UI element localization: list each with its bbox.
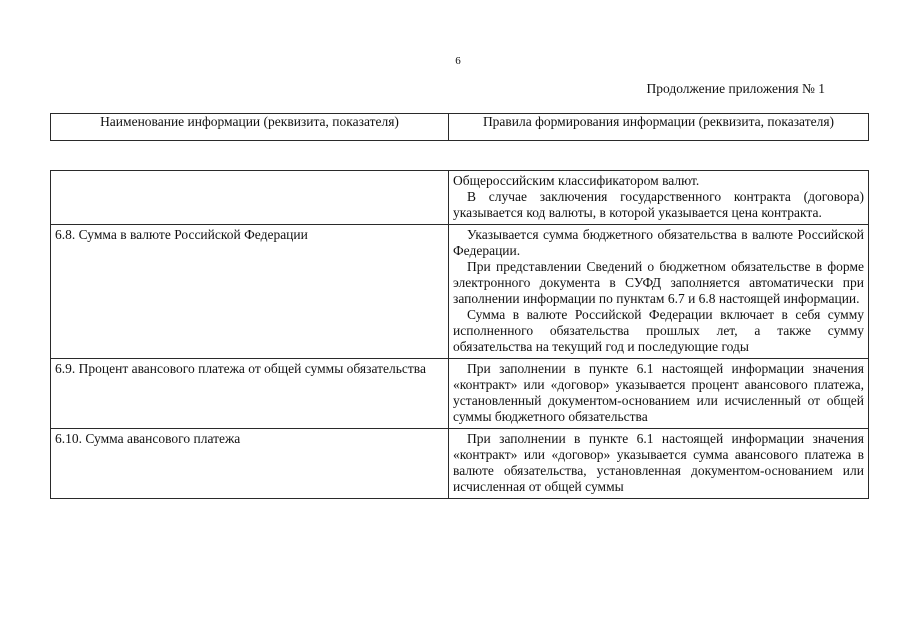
rule-paragraph: В случае заключения государственного контракта (договора) указывается код валюты, в которой указывается цена контракта.	[453, 189, 864, 220]
rule-paragraph: При заполнении в пункте 6.1 настоящей информации значения «контракт» или «договор» указывается сумма авансового платежа в валюте обязательства, установленная документом-основанием или исчисленная от общей суммы	[453, 431, 864, 494]
page-number: 6	[455, 55, 461, 67]
appendix-continuation-note: Продолжение приложения № 1	[646, 81, 825, 96]
rule-paragraph: При заполнении в пункте 6.1 настоящей информации значения «контракт» или «договор» указывается процент авансового платежа, установленный документом-основанием или исчисленный от общей суммы бюджетного обязательства	[453, 361, 864, 424]
rule-paragraph: Общероссийским классификатором валют.	[453, 173, 700, 188]
rule-paragraph: Сумма в валюте Российской Федерации включает в себя сумму исполненного обязательства прошлых лет, а также сумму обязательства на текущий год и последующие годы	[453, 307, 864, 354]
table-row	[51, 429, 869, 499]
table-row	[51, 359, 869, 429]
table-row	[51, 171, 869, 225]
rule-paragraph: При представлении Сведений о бюджетном обязательстве в форме электронного документа в СУФД заполняется автоматически при заполнении информации по пунктам 6.7 и 6.8 настоящей информации.	[453, 259, 864, 306]
rules-cell	[449, 225, 869, 359]
info-name-cell: 6.9. Процент авансового платежа от общей суммы обязательства	[51, 359, 449, 429]
rules-cell	[449, 429, 869, 499]
rules-table	[50, 170, 869, 499]
rules-cell	[449, 359, 869, 429]
rule-paragraph: Указывается сумма бюджетного обязательства в валюте Российской Федерации.	[453, 227, 864, 258]
header-info-name: Наименование информации (реквизита, показателя)	[51, 114, 449, 141]
rules-cell	[449, 171, 869, 225]
column-header-table	[50, 113, 869, 141]
info-name-cell: 6.10. Сумма авансового платежа	[51, 429, 449, 499]
info-name-cell: 6.8. Сумма в валюте Российской Федерации	[51, 225, 449, 359]
header-formation-rules: Правила формирования информации (реквизита, показателя)	[449, 114, 869, 141]
table-row	[51, 225, 869, 359]
header-row	[51, 114, 869, 141]
info-name-cell	[51, 171, 449, 225]
